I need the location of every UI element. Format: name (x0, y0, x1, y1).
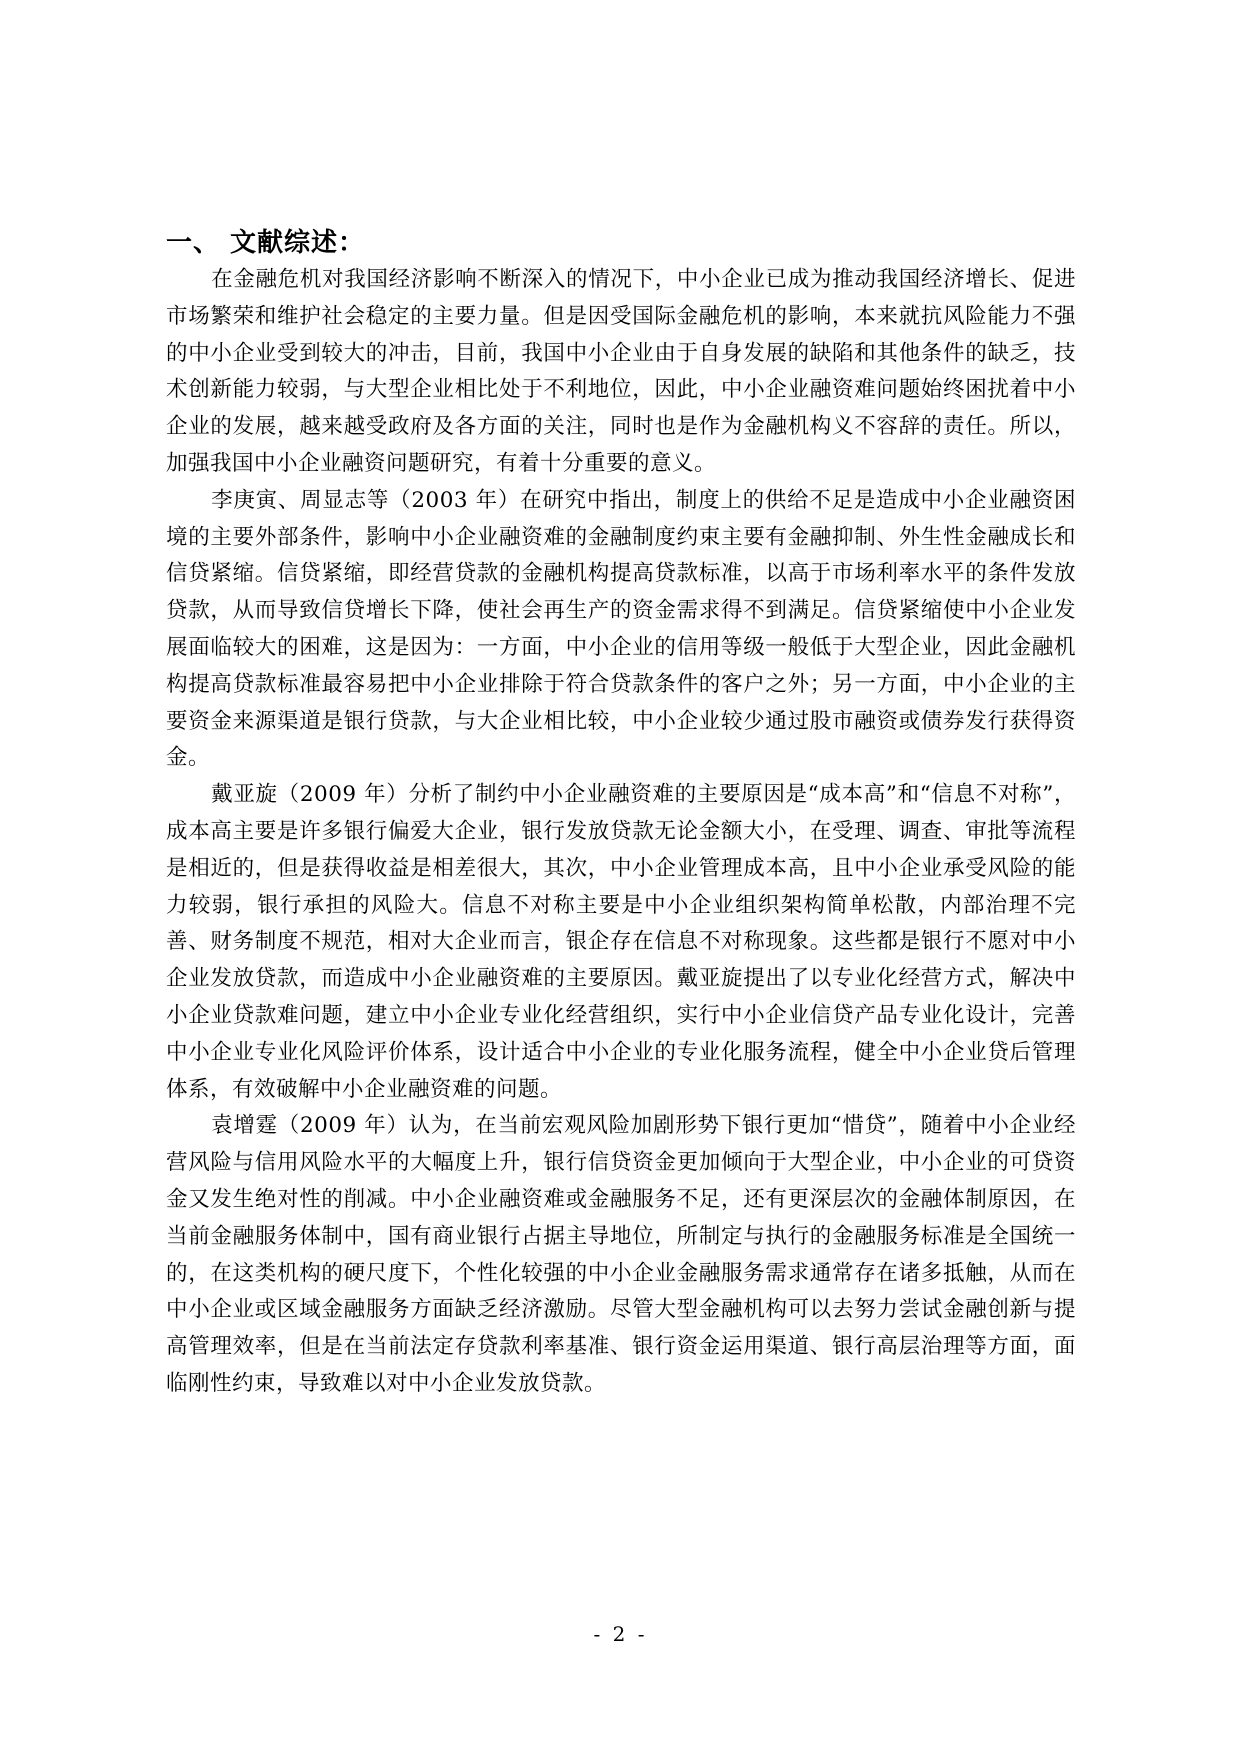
page-number: - 2 - (593, 1622, 648, 1646)
paragraph-dai: 戴亚旋（2009 年）分析了制约中小企业融资难的主要原因是“成本高”和“信息不对称”，成本高主要是许多银行偏爱大企业，银行发放贷款无论金额大小，在受理、调查、审批等流程是相近的，但是获得收益是相差很大，其次，中小企业管理成本高，且中小企业承受风险的能力较弱，银行承担的风险大。信息不对称主要是中小企业组织架构简单松散，内部治理不完善、财务制度不规范，相对大企业而言，银企存在信息不对称现象。这些都是银行不愿对中小企业发放贷款，而造成中小企业融资难的主要原因。戴亚旋提出了以专业化经营方式，解决中小企业贷款难问题，建立中小企业专业化经营组织，实行中小企业信贷产品专业化设计，完善中小企业专业化风险评价体系，设计适合中小企业的专业化服务流程，健全中小企业贷后管理体系，有效破解中小企业融资难的问题。 (166, 782, 1076, 1102)
paragraph-yuan: 袁增霆（2009 年）认为，在当前宏观风险加剧形势下银行更加“惜贷”，随着中小企业经营风险与信用风险水平的大幅度上升，银行信贷资金更加倾向于大型企业，中小企业的可贷资金又发生绝对性的削减。中小企业融资难或金融服务不足，还有更深层次的金融体制原因，在当前金融服务体制中，国有商业银行占据主导地位，所制定与执行的金融服务标准是全国统一的，在这类机构的硬尺度下，个性化较强的中小企业金融服务需求通常存在诸多抵触，从而在中小企业或区域金融服务方面缺乏经济激励。尽管大型金融机构可以去努力尝试金融创新与提高管理效率，但是在当前法定存贷款利率基准、银行资金运用渠道、银行高层治理等方面，面临刚性约束，导致难以对中小企业发放贷款。 (166, 1113, 1076, 1396)
body-text (166, 262, 1076, 1403)
paragraph-intro: 在金融危机对我国经济影响不断深入的情况下，中小企业已成为推动我国经济增长、促进市场繁荣和维护社会稳定的主要力量。但是因受国际金融危机的影响，本来就抗风险能力不强的中小企业受到较大的冲击，目前，我国中小企业由于自身发展的缺陷和其他条件的缺乏，技术创新能力较弱，与大型企业相比处于不利地位，因此，中小企业融资难问题始终困扰着中小企业的发展，越来越受政府及各方面的关注，同时也是作为金融机构义不容辞的责任。所以，加强我国中小企业融资问题研究，有着十分重要的意义。 (166, 267, 1076, 476)
paragraph-li-zhou: 李庚寅、周显志等（2003 年）在研究中指出，制度上的供给不足是造成中小企业融资困境的主要外部条件，影响中小企业融资难的金融制度约束主要有金融抑制、外生性金融成长和信贷紧缩。信贷紧缩，即经营贷款的金融机构提高贷款标准，以高于市场利率水平的条件发放贷款，从而导致信贷增长下降，使社会再生产的资金需求得不到满足。信贷紧缩使中小企业发展面临较大的困难，这是因为：一方面，中小企业的信用等级一般低于大型企业，因此金融机构提高贷款标准最容易把中小企业排除于符合贷款条件的客户之外；另一方面，中小企业的主要资金来源渠道是银行贷款，与大企业相比较，中小企业较少通过股市融资或债券发行获得资金。 (166, 487, 1076, 771)
section-heading: 一、 文献综述： (166, 228, 366, 258)
